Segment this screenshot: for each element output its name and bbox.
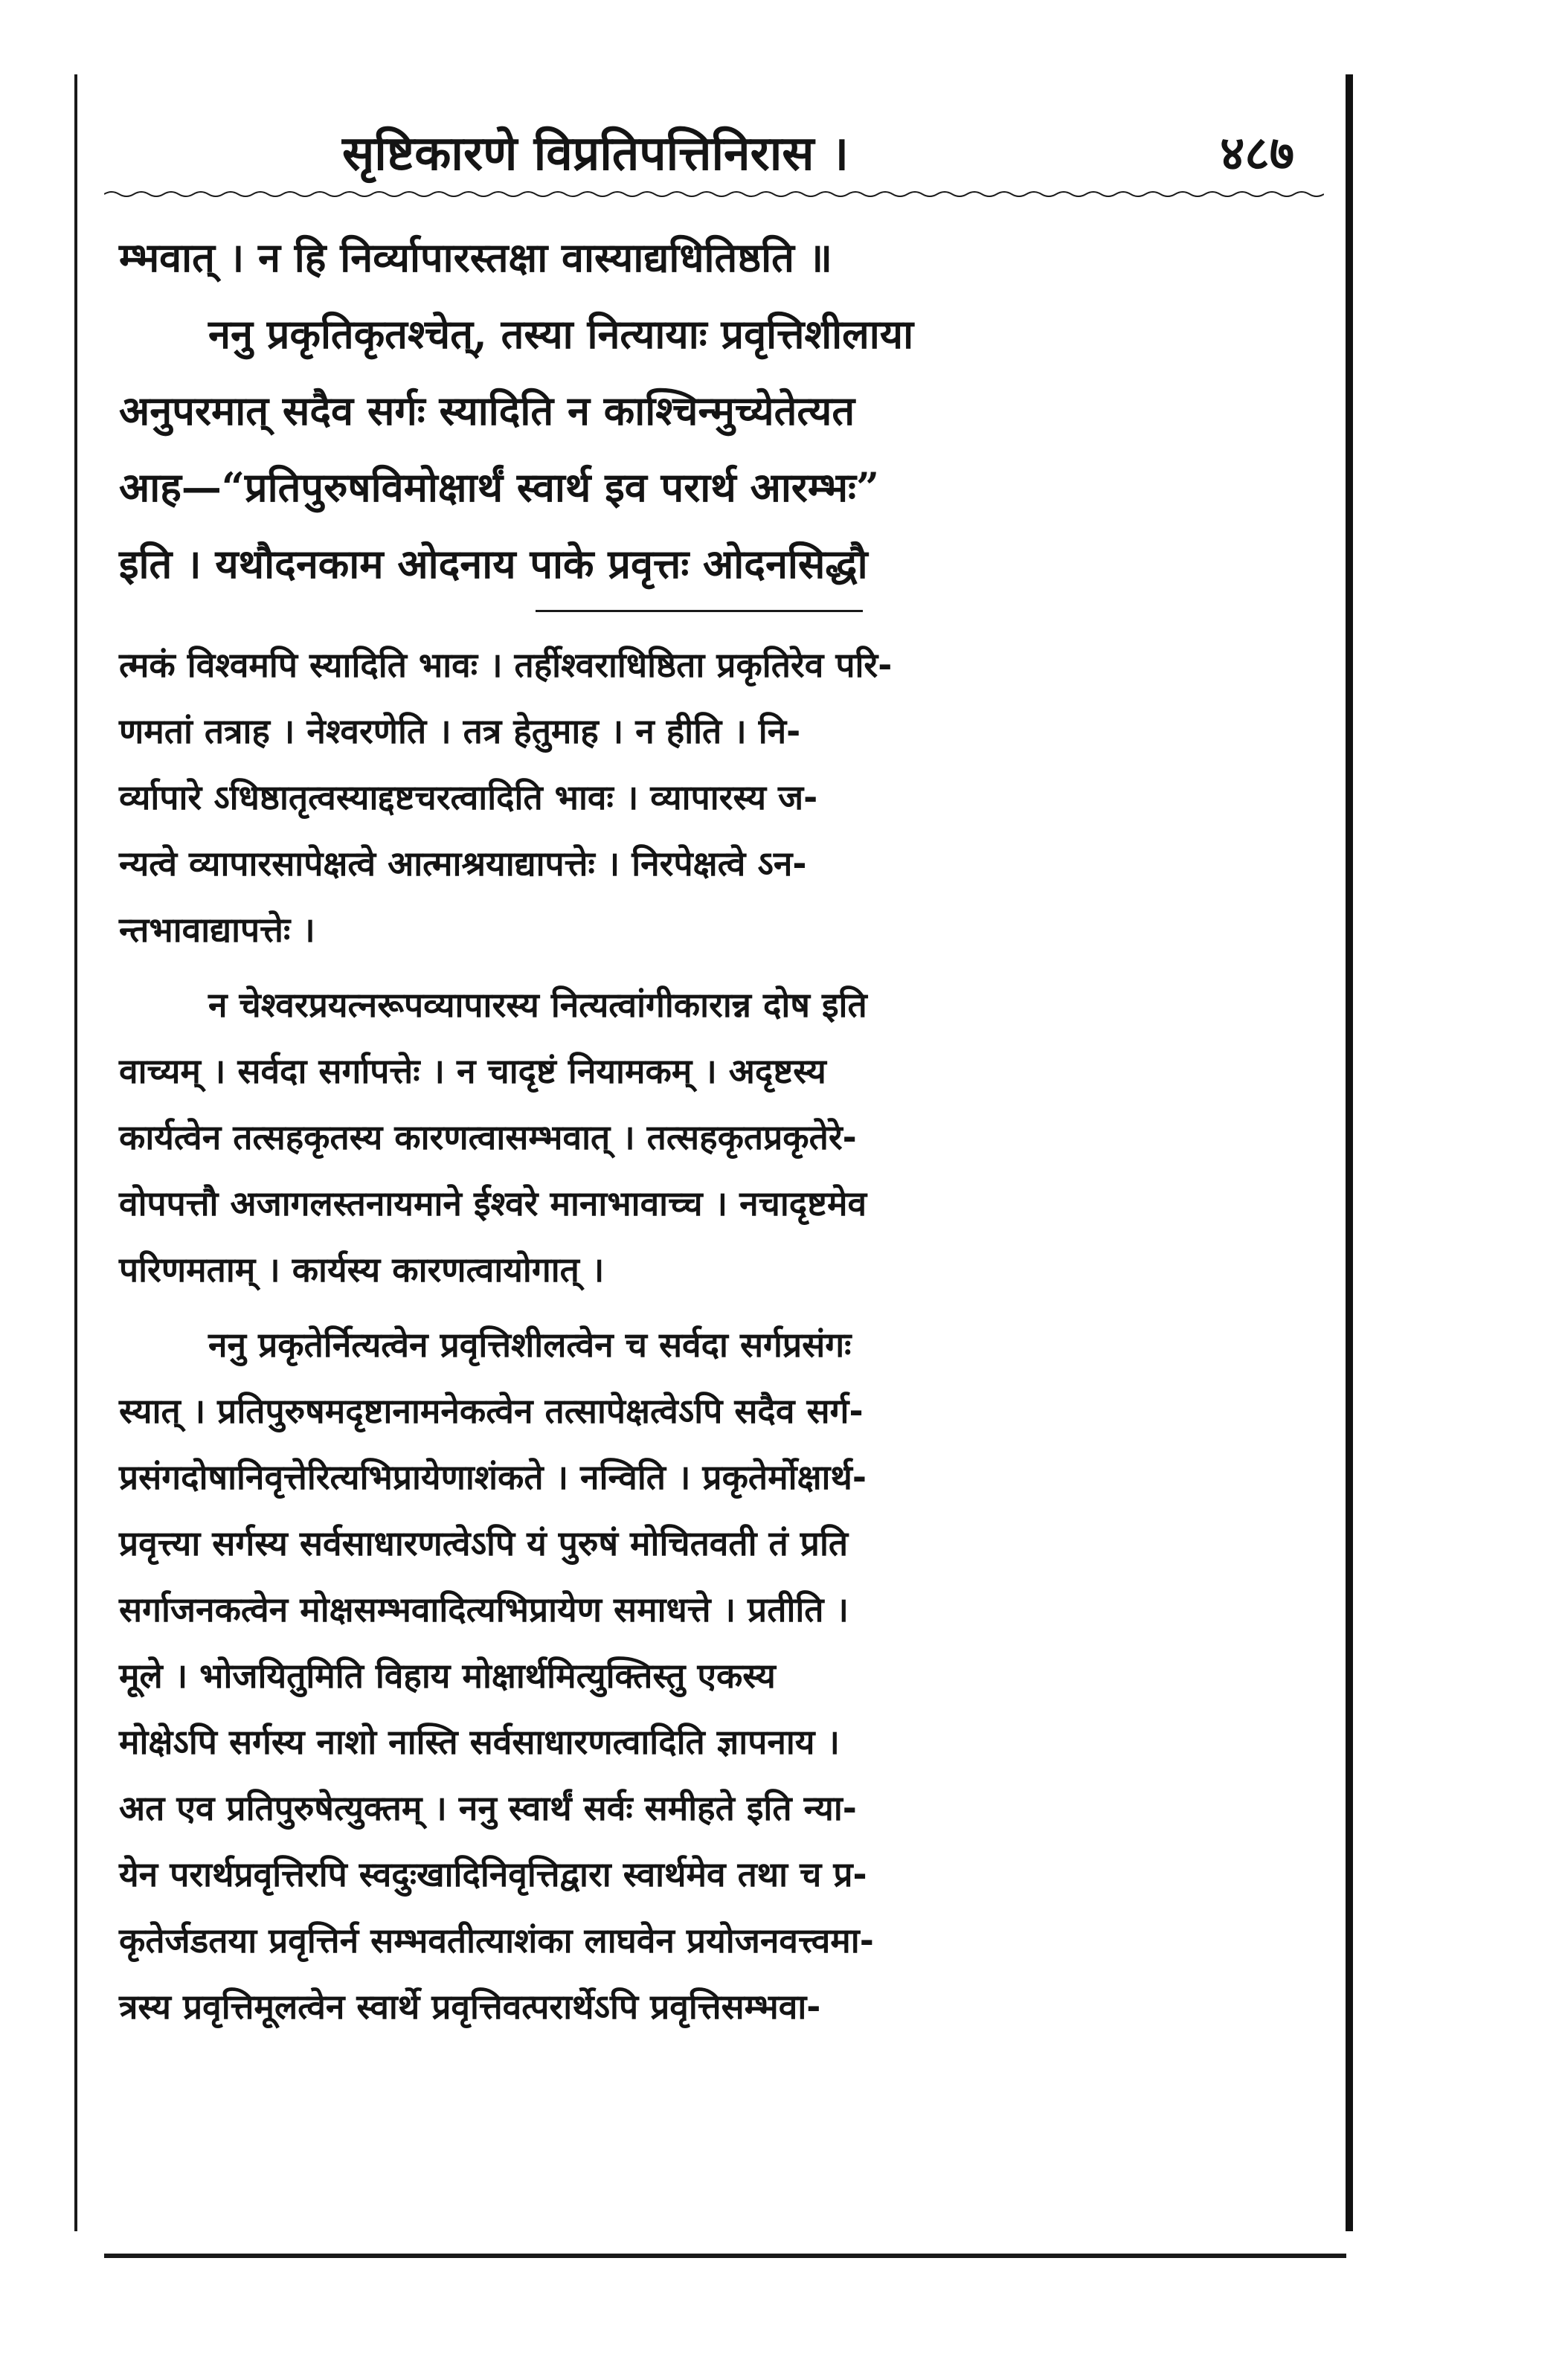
page-number: ४८७ <box>1220 126 1294 181</box>
header-wavy-rule <box>104 190 1324 199</box>
mula-line: आह—“प्रतिपुरुषविमोक्षार्थं स्वार्थ इव परार्थ आरम्भः” <box>119 463 880 511</box>
commentary-line: न्तभावाद्यापत्तेः । <box>119 910 315 950</box>
commentary-line: न्यत्वे व्यापारसापेक्षत्वे आत्माश्रयाद्यापत्तेः । निरपेक्षत्वे ऽन- <box>119 843 807 884</box>
commentary-line: मूले । भोजयितुमिति विहाय मोक्षार्थमित्युक्तिस्तु एकस्य <box>119 1656 776 1696</box>
mula-line: म्भवात् । न हि निर्व्यापारस्तक्षा वास्याद्यधितिष्ठति ॥ <box>119 234 833 281</box>
commentary-text-block <box>119 632 1317 2040</box>
bottom-rule <box>104 2254 1346 2258</box>
commentary-line: ननु प्रकृतेर्नित्यत्वेन प्रवृत्तिशीलत्वेन च सर्वदा सर्गप्रसंगः <box>208 1325 852 1365</box>
commentary-line: परिणमताम् । कार्यस्य कारणत्वायोगात् । <box>119 1250 605 1290</box>
running-head: सृष्टिकारणे विप्रतिपत्तिनिरास । <box>342 126 849 181</box>
commentary-line: त्मकं विश्वमपि स्यादिति भावः । तर्हीश्वराधिष्ठिता प्रकृतिरेव परि- <box>119 645 893 685</box>
commentary-line: मोक्षेऽपि सर्गस्य नाशो नास्ति सर्वसाधारणत्वादिति ज्ञापनाय । <box>119 1722 840 1762</box>
commentary-line: सर्गाजनकत्वेन मोक्षसम्भवादित्यभिप्रायेण समाधत्ते । प्रतीति । <box>119 1589 849 1630</box>
commentary-line: कृतेर्जडतया प्रवृत्तिर्न सम्भवतीत्याशंका लाघवेन प्रयोजनवत्त्वमा- <box>119 1920 874 1961</box>
commentary-line: अत एव प्रतिपुरुषेत्युक्तम् । ननु स्वार्थं सर्वः समीहते इति न्या- <box>119 1788 857 1828</box>
commentary-line: कार्यत्वेन तत्सहकृतस्य कारणत्वासम्भवात् । तत्सहकृतप्रकृतेरे- <box>119 1117 857 1157</box>
commentary-line: णमतां तत्राह । नेश्वरणेति । तत्र हेतुमाह । न हीति । नि- <box>119 711 801 751</box>
page-header <box>104 104 1324 186</box>
commentary-line: वोपपत्तौ अजागलस्तनायमाने ईश्वरे मानाभावाच्च । नचादृष्टमेव <box>119 1183 867 1223</box>
commentary-line: येन परार्थप्रवृत्तिरपि स्वदुःखादिनिवृत्तिद्वारा स्वार्थमेव तथा च प्र- <box>119 1854 867 1894</box>
commentary-line: प्रसंगदोषानिवृत्तेरित्यभिप्रायेणाशंकते । नन्विति । प्रकृतेर्मोक्षार्थ- <box>119 1457 867 1497</box>
commentary-line: र्व्यापारे ऽधिष्ठातृत्वस्याद्दष्टचरत्वादिति भावः । व्यापारस्य ज- <box>119 777 818 817</box>
commentary-line: स्यात् । प्रतिपुरुषमदृष्टानामनेकत्वेन तत्सापेक्षत्वेऽपि सदैव सर्ग- <box>119 1391 864 1431</box>
commentary-line: प्रवृत्त्या सर्गस्य सर्वसाधारणत्वेऽपि यं पुरुषं मोचितवती तं प्रति <box>119 1523 849 1563</box>
section-divider <box>536 610 863 612</box>
mula-line: इति । यथौदनकाम ओदनाय पाके प्रवृत्तः ओदनसिद्धौ <box>119 540 868 588</box>
mula-line: अनुपरमात् सदैव सर्गः स्यादिति न काश्चिन्मुच्येतेत्यत <box>119 387 855 434</box>
commentary-line: त्रस्य प्रवृत्तिमूलत्वेन स्वार्थे प्रवृत्तिवत्परार्थेऽपि प्रवृत्तिसम्भवा- <box>119 1987 821 2027</box>
commentary-line: न चेश्वरप्रयत्नरूपव्यापारस्य नित्यत्वांगीकारान्न दोष इति <box>208 985 867 1025</box>
mula-line: ननु प्रकृतिकृतश्चेत्, तस्या नित्यायाः प्रवृत्तिशीलाया <box>208 310 914 358</box>
commentary-line: वाच्यम् । सर्वदा सर्गापत्तेः । न चादृष्टं नियामकम् । अदृष्टस्य <box>119 1051 826 1091</box>
mula-text-block <box>119 219 1317 602</box>
